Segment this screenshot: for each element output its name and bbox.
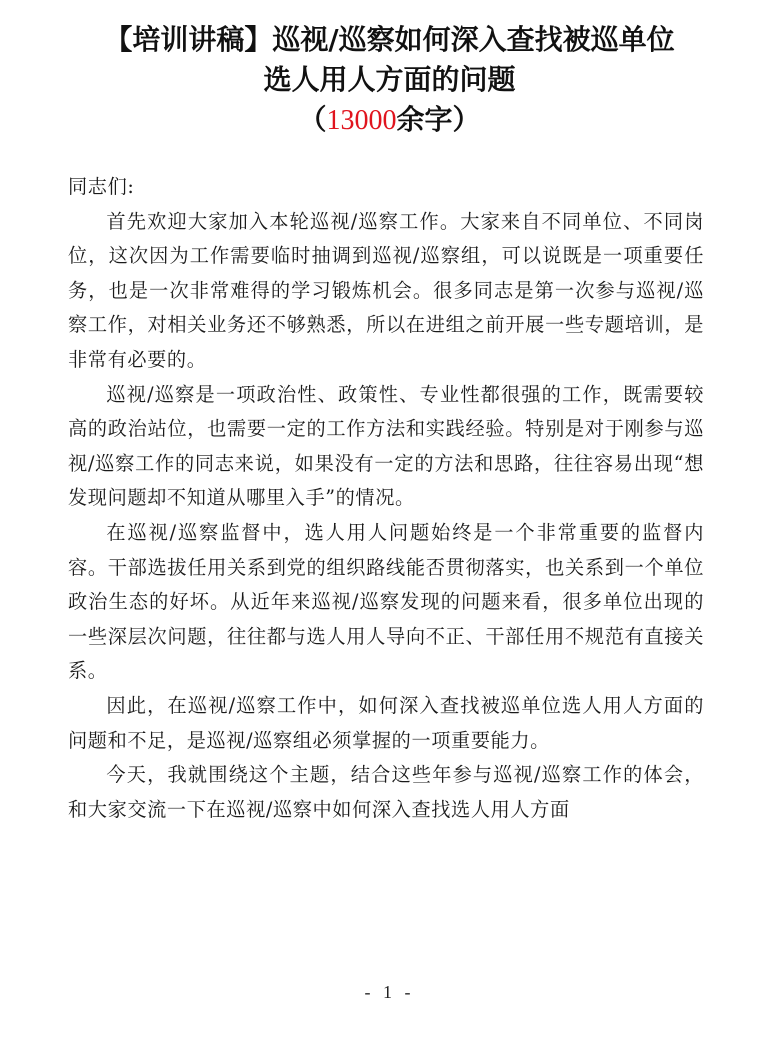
title-paren-open: （ — [298, 103, 327, 136]
word-count: 13000 — [326, 105, 397, 136]
paragraph: 巡视/巡察是一项政治性、政策性、专业性都很强的工作，既需要较高的政治站位，也需要一定的工作方法和实践经验。特别是对于刚参与巡视/巡察工作的同志来说，如果没有一定的方法和思路，往往容易出现“想发现问题却不知道从哪里入手”的情况。 — [68, 382, 704, 510]
salutation: 同志们: — [68, 175, 135, 198]
paragraph: 在巡视/巡察监督中，选人用人问题始终是一个非常重要的监督内容。干部选拔任用关系到党的组织路线能否贯彻落实，也关系到一个单位政治生态的好坏。从近年来巡视/巡察发现的问题来看，很多单位出现的一些深层次问题，往往都与选人用人导向不正、干部任用不规范有直接关系。 — [68, 520, 704, 683]
paragraph: 因此，在巡视/巡察工作中，如何深入查找被巡单位选人用人方面的问题和不足，是巡视/巡察组必须掌握的一项重要能力。 — [68, 693, 704, 752]
page-number: - 1 - — [364, 982, 415, 1002]
paragraph: 首先欢迎大家加入本轮巡视/巡察工作。大家来自不同单位、不同岗位，这次因为工作需要临时抽调到巡视/巡察组，可以说既是一项重要任务，也是一次非常难得的学习锻炼机会。很多同志是第一次参与巡视/巡察工作，对相关业务还不够熟悉，所以在进组之前开展一些专题培训，是非常有必要的。 — [68, 209, 704, 371]
title-line-2: 选人用人方面的问题 — [263, 63, 516, 96]
title-line-3 — [0, 100, 779, 141]
document-body — [68, 170, 704, 827]
paragraph: 今天，我就围绕这个主题，结合这些年参与巡视/巡察工作的体会，和大家交流一下在巡视/巡察中如何深入查找选人用人方面 — [68, 763, 704, 821]
title-word-suffix: 余字） — [396, 103, 481, 136]
title-line-1: 【培训讲稿】巡视/巡察如何深入查找被巡单位 — [104, 23, 675, 56]
